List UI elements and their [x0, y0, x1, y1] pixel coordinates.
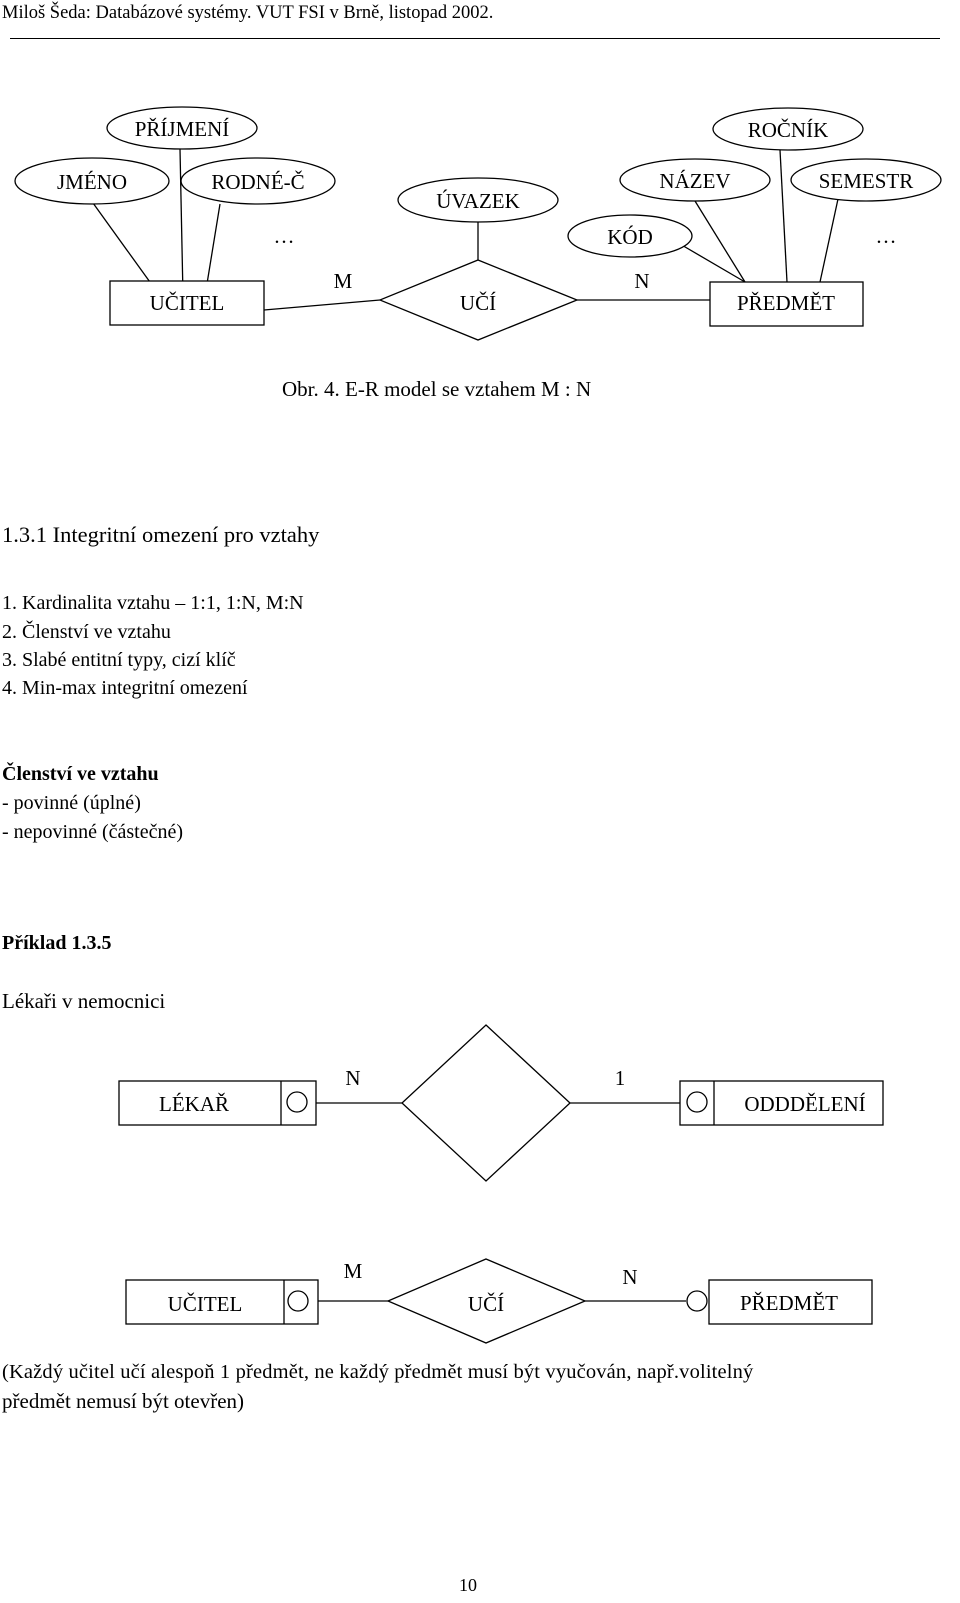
list-item: 4. Min-max integritní omezení: [2, 677, 248, 699]
cardinality-1: 1: [614, 1066, 626, 1090]
example-subtitle: Lékaři v nemocnici: [2, 989, 166, 1013]
example-note-line1: (Každý učitel učí alespoň 1 předmět, ne každý předmět musí být vyučován, např.volitelný: [2, 1361, 754, 1383]
attr-uvazek: ÚVAZEK: [436, 189, 520, 213]
ellipsis-right: …: [875, 224, 897, 248]
membership-title: Členství ve vztahu: [2, 763, 159, 785]
cardinality-m: M: [333, 269, 353, 293]
relationship-uci-2: UČÍ: [467, 1292, 505, 1316]
entity-predmet: PŘEDMĚT: [736, 291, 836, 315]
cardinality-n: N: [634, 269, 650, 293]
relationship-uci: UČÍ: [459, 291, 497, 315]
entity-predmet-2: PŘEDMĚT: [739, 1291, 839, 1315]
entity-oddeleni: ODDDĚLENÍ: [744, 1092, 866, 1116]
relationship-empty-diamond: [402, 1025, 570, 1181]
attr-prijmeni: PŘÍJMENÍ: [134, 117, 230, 141]
attr-semestr: SEMESTR: [818, 169, 914, 193]
membership-item: - povinné (úplné): [2, 792, 141, 814]
list-item: 1. Kardinalita vztahu – 1:1, 1:N, M:N: [2, 592, 304, 614]
optional-membership-circle-ucitel: [288, 1291, 308, 1311]
example-note-line2: předmět nemusí být otevřen): [2, 1389, 245, 1413]
entity-ucitel: UČITEL: [149, 291, 225, 315]
entity-ucitel-2: UČITEL: [167, 1292, 243, 1316]
list-item: 3. Slabé entitní typy, cizí klíč: [2, 649, 236, 671]
figure-caption: Obr. 4. E-R model se vztahem M : N: [282, 377, 592, 401]
optional-membership-circle-oddeleni: [687, 1092, 707, 1112]
cardinality-m-2: M: [343, 1259, 363, 1283]
cardinality-n-2: N: [622, 1265, 638, 1289]
section-title: 1.3.1 Integritní omezení pro vztahy: [2, 522, 320, 547]
ellipsis-left: …: [273, 224, 295, 248]
attr-kod: KÓD: [607, 225, 653, 249]
attr-jmeno: JMÉNO: [56, 170, 128, 194]
optional-membership-circle-predmet: [687, 1291, 707, 1311]
example-title: Příklad 1.3.5: [2, 932, 112, 954]
membership-item: - nepovinné (částečné): [2, 821, 184, 843]
list-item: 2. Členství ve vztahu: [2, 621, 171, 643]
attr-rodne-c: RODNÉ-Č: [211, 170, 305, 194]
attr-rocnik: ROČNÍK: [747, 118, 829, 142]
page-header: Miloš Šeda: Databázové systémy. VUT FSI v Brně, listopad 2002.: [2, 3, 494, 23]
entity-lekar: LÉKAŘ: [159, 1092, 229, 1116]
page-number: 10: [459, 1575, 477, 1595]
optional-membership-circle-lekar: [287, 1092, 307, 1112]
attr-nazev: NÁZEV: [659, 169, 731, 193]
cardinality-n-1: N: [345, 1066, 361, 1090]
